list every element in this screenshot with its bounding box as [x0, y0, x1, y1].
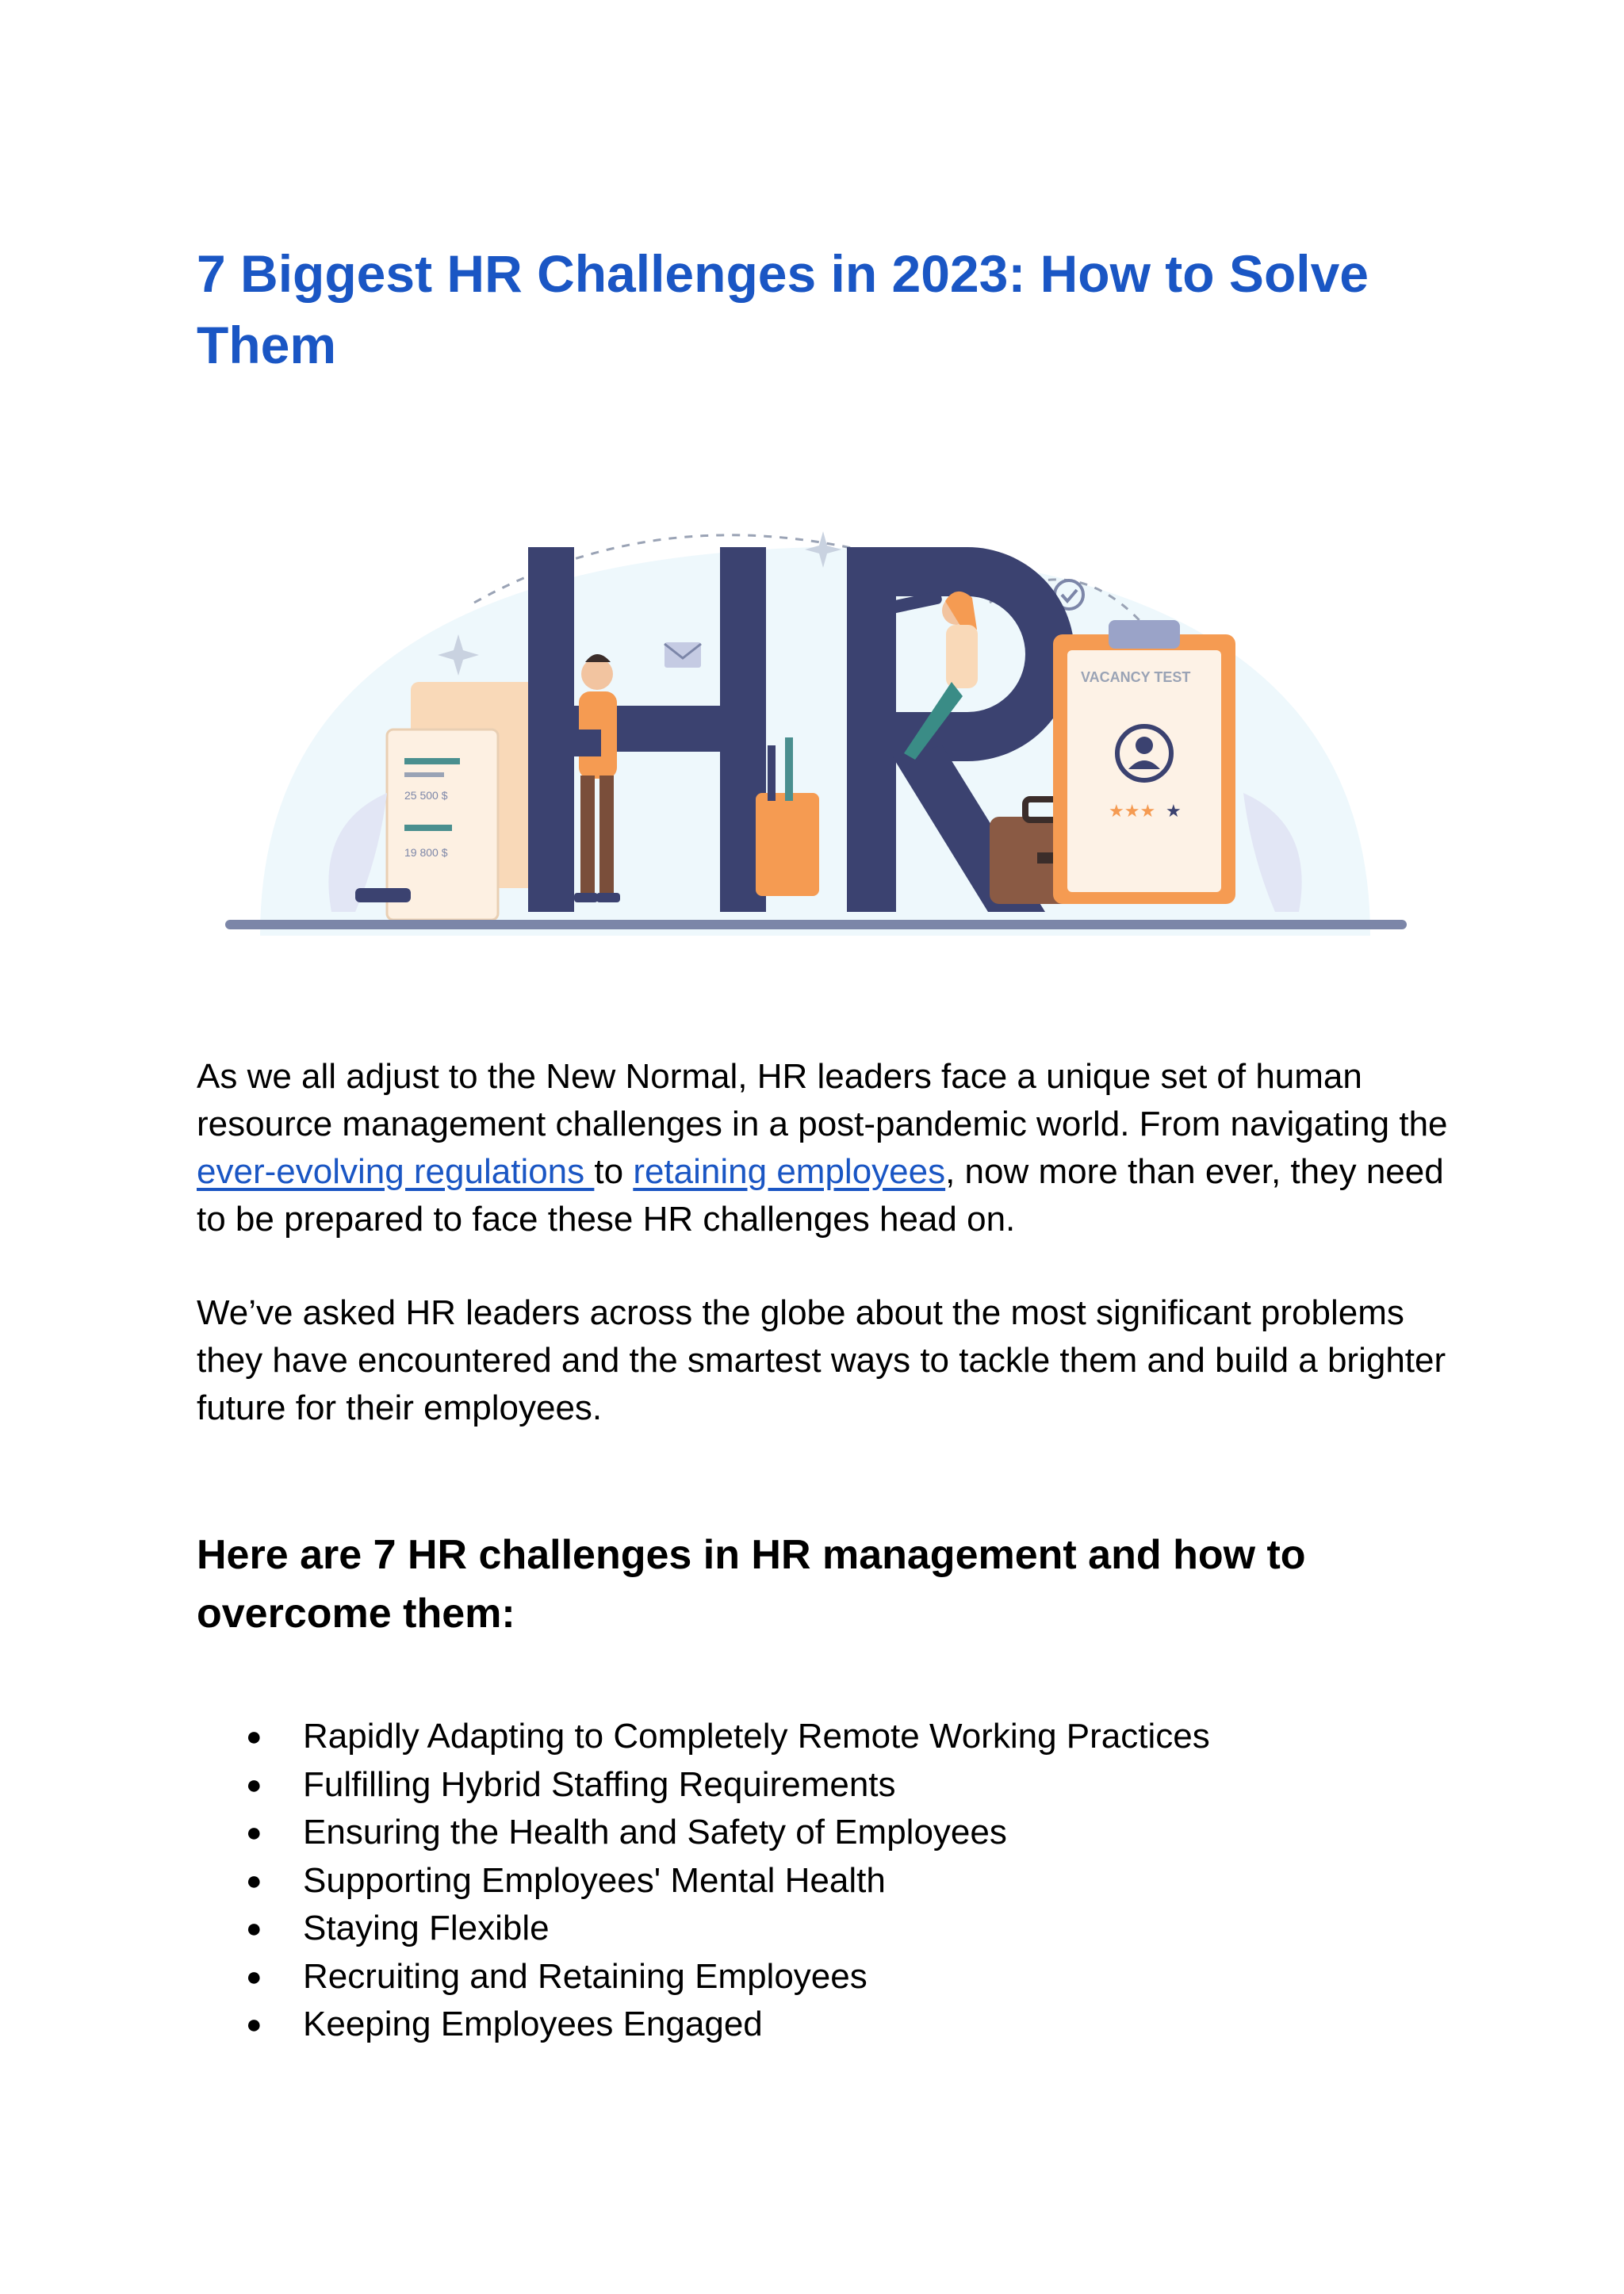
retaining-employees-link[interactable]: retaining employees [633, 1152, 946, 1191]
list-item-text: Recruiting and Retaining Employees [303, 1956, 868, 1996]
ever-evolving-regulations-link[interactable]: ever-evolving regulations [197, 1152, 595, 1191]
list-item [197, 1953, 1434, 2001]
list-item [197, 1809, 1434, 1857]
intro-paragraph [197, 1053, 1450, 1243]
list-item-text: Ensuring the Health and Safety of Employees [303, 1813, 1007, 1852]
envelope-icon [665, 642, 701, 668]
list-item-text: Fulfilling Hybrid Staffing Requirements [303, 1764, 896, 1804]
list-item-text: Rapidly Adapting to Completely Remote Working Practices [303, 1717, 1210, 1756]
list-item-text: Keeping Employees Engaged [303, 2005, 763, 2043]
bullet-icon: ● [246, 1769, 262, 1800]
receipt-amount-2: 19 800 $ [404, 846, 448, 859]
second-paragraph: We’ve asked HR leaders across the globe about the most significant problems they have encountered and the smartest ways to tackle them and build a brighter future for their employees. [197, 1293, 1446, 1427]
pen [785, 737, 793, 801]
intro-text-3: , now more than ever, they need to be prepared to face these HR challenges head on. [197, 1152, 1444, 1239]
list-item [197, 1857, 1434, 1905]
list-item [197, 1713, 1434, 1761]
intro-text-1: As we all adjust to the New Normal, HR leaders face a unique set of human resource management challenges in a post-pandemic world. From navigating the [197, 1057, 1448, 1143]
receipt-line [404, 758, 460, 764]
hero-illustration [197, 444, 1434, 967]
list-item [197, 2001, 1434, 2049]
list-item [197, 1761, 1434, 1810]
challenges-list [197, 1713, 1434, 2049]
list-item-text: Staying Flexible [303, 1909, 550, 1947]
bullet-icon: ● [246, 1721, 262, 1752]
bullet-icon: ● [246, 2009, 262, 2039]
floor-line [225, 920, 1407, 929]
bullet-icon: ● [246, 1913, 262, 1944]
rating-stars-icon: ★★★ [1109, 802, 1156, 821]
hr-illustration-graphic [197, 444, 1434, 967]
pencil-cup [756, 793, 819, 896]
vacancy-label: VACANCY TEST [1081, 669, 1191, 685]
receipt-line [404, 825, 452, 831]
vacancy-clipboard [1053, 620, 1235, 904]
list-item-text: Supporting Employees' Mental Health [303, 1860, 886, 1900]
pencil [768, 745, 776, 801]
receipt-line [404, 772, 444, 777]
rating-star-empty: ★ [1166, 802, 1182, 821]
receipt-amount-1: 25 500 $ [404, 789, 448, 802]
bullet-icon: ● [246, 1865, 262, 1896]
stool [355, 888, 411, 902]
challenges-heading: Here are 7 HR challenges in HR management and how to overcome them: [197, 1532, 1306, 1637]
intro-text-2: to [594, 1152, 634, 1191]
bullet-icon: ● [246, 1961, 262, 1992]
page-title: 7 Biggest HR Challenges in 2023: How to Solve Them [197, 244, 1369, 374]
title-block [197, 238, 1434, 381]
list-item [197, 1905, 1434, 1953]
bullet-icon: ● [246, 1817, 262, 1848]
